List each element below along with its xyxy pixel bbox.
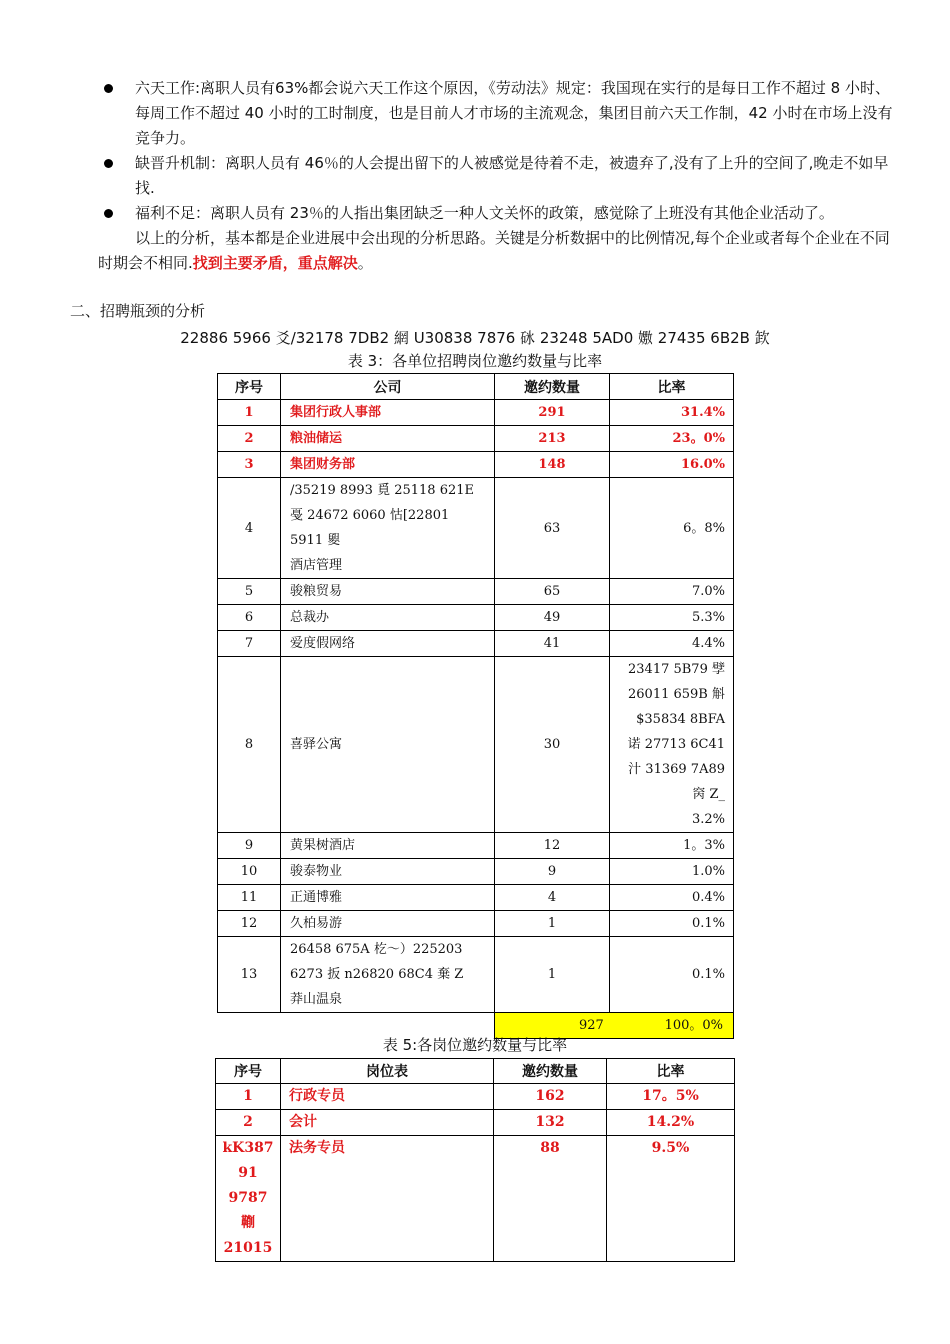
row-number: 10	[218, 859, 281, 885]
company-name	[281, 937, 495, 1013]
table5-header-row	[216, 1059, 735, 1084]
invite-count: 88	[494, 1136, 607, 1262]
summary-paragraph	[98, 226, 898, 276]
col-header-rate: 比率	[607, 1059, 735, 1084]
invite-rate-line: 3.2%	[691, 812, 725, 827]
row-number-line: 9787	[228, 1190, 268, 1206]
row-number: 3	[218, 452, 281, 478]
invite-count: 63	[495, 478, 610, 579]
col-header-rate: 比率	[610, 374, 734, 400]
invite-count: 132	[494, 1110, 607, 1136]
invite-rate: 0.1%	[610, 911, 734, 937]
company-name-line: 26458 675A 杚～）225203	[290, 942, 463, 957]
table-row	[218, 400, 734, 426]
invite-rate-line: $35834 8BFA	[636, 712, 725, 727]
bullet-list	[98, 76, 898, 276]
invite-rate: 1。3%	[610, 833, 734, 859]
invite-count: 291	[495, 400, 610, 426]
row-number: 1	[216, 1084, 281, 1110]
row-number-line: kK387	[222, 1140, 274, 1156]
table3-header-row	[218, 374, 734, 400]
invite-rate-line: 诺 27713 6C41	[627, 737, 725, 752]
summary-highlight: 找到主要矛盾，重点解决	[192, 254, 358, 272]
row-number: 11	[218, 885, 281, 911]
row-number	[216, 1136, 281, 1262]
company-name: 爱度假网络	[281, 631, 495, 657]
company-name	[281, 478, 495, 579]
table-row	[218, 833, 734, 859]
invite-rate: 31.4%	[610, 400, 734, 426]
company-name: 集团财务部	[281, 452, 495, 478]
invite-rate: 1.0%	[610, 859, 734, 885]
table5-caption: 表 5:各岗位邀约数量与比率	[382, 1036, 568, 1054]
table-row	[216, 1084, 735, 1110]
company-name: 粮油储运	[281, 426, 495, 452]
garbled-code-line: 22886 5966 爻/32178 7DB2 網 U30838 7876 砯 23248 5AD0 嫐 27435 6B2B 欫	[180, 329, 770, 347]
position-name: 会计	[281, 1110, 494, 1136]
invite-rate	[610, 657, 734, 833]
invite-count: 12	[495, 833, 610, 859]
company-name-line: /35219 8993 覓 25118 621E	[290, 483, 475, 498]
invite-rate: 0.4%	[610, 885, 734, 911]
table3	[217, 373, 734, 1039]
company-name: 喜驿公寓	[281, 657, 495, 833]
bullet-text: 缺晋升机制：离职人员有 46％的人会提出留下的人被感觉是待着不走，被遗弃了,没有了上升的空间了,晚走不如早找.	[135, 154, 889, 197]
table-row	[218, 605, 734, 631]
row-number-line: 21015	[223, 1240, 273, 1256]
company-name-line: 戞 24672 6060 怙[22801	[290, 508, 450, 523]
total-count: 927	[579, 1018, 604, 1033]
row-number: 4	[218, 478, 281, 579]
invite-count: 148	[495, 452, 610, 478]
invite-rate: 6。8%	[610, 478, 734, 579]
invite-count: 1	[495, 911, 610, 937]
invite-count: 1	[495, 937, 610, 1013]
invite-rate: 14.2%	[607, 1110, 735, 1136]
row-number: 6	[218, 605, 281, 631]
row-number: 2	[218, 426, 281, 452]
row-number: 13	[218, 937, 281, 1013]
invite-rate: 16.0%	[610, 452, 734, 478]
company-name: 骏粮贸易	[281, 579, 495, 605]
row-number-line: 91	[238, 1165, 258, 1181]
col-header-position: 岗位表	[281, 1059, 494, 1084]
table-row	[218, 937, 734, 1013]
col-header-no: 序号	[218, 374, 281, 400]
row-number: 12	[218, 911, 281, 937]
company-name: 骏泰物业	[281, 859, 495, 885]
row-number: 1	[218, 400, 281, 426]
company-name: 正通博雅	[281, 885, 495, 911]
bullet-item	[98, 151, 898, 201]
invite-rate: 7.0%	[610, 579, 734, 605]
col-header-company: 公司	[281, 374, 495, 400]
table-row	[218, 911, 734, 937]
summary-end: 。	[357, 254, 373, 272]
bullet-text: 福利不足：离职人员有 23％的人指出集团缺乏一种人文关怀的政策，感觉除了上班没有其他企业活动了。	[135, 204, 834, 222]
row-number: 8	[218, 657, 281, 833]
row-number: 2	[216, 1110, 281, 1136]
invite-rate-line: 23417 5B79 孹	[628, 662, 725, 677]
invite-rate: 17。5%	[607, 1084, 735, 1110]
invite-rate: 0.1%	[610, 937, 734, 1013]
company-name-line: 酒店管理	[290, 558, 343, 573]
col-header-no: 序号	[216, 1059, 281, 1084]
company-name-line: 6273 扳 n26820 68C4 棄 Z	[290, 967, 464, 982]
invite-count: 9	[495, 859, 610, 885]
row-number-line: 鞩	[241, 1215, 255, 1231]
position-name: 法务专员	[281, 1136, 494, 1262]
row-number: 7	[218, 631, 281, 657]
company-name-line: 5911 夓	[290, 533, 341, 548]
col-header-count: 邀约数量	[495, 374, 610, 400]
total-rate: 100。0%	[664, 1018, 723, 1033]
invite-count: 162	[494, 1084, 607, 1110]
invite-count: 49	[495, 605, 610, 631]
position-name: 行政专员	[281, 1084, 494, 1110]
table-row	[218, 859, 734, 885]
bullet-dot-icon	[104, 209, 113, 218]
invite-rate: 23。0%	[610, 426, 734, 452]
table-row	[216, 1110, 735, 1136]
invite-count: 30	[495, 657, 610, 833]
company-name: 久柏易游	[281, 911, 495, 937]
invite-count: 41	[495, 631, 610, 657]
section-title: 二、招聘瓶颈的分析	[70, 302, 206, 320]
bullet-item	[98, 76, 898, 151]
table-row	[218, 885, 734, 911]
table3-caption: 表 3：各单位招聘岗位邀约数量与比率	[347, 352, 603, 370]
company-name: 总裁办	[281, 605, 495, 631]
summary-text: 以上的分析，基本都是企业进展中会出现的分析思路。关键是分析数据中的比例情况,每个企业或者每个企业在不同时期会不相同.	[98, 229, 890, 272]
invite-rate: 4.4%	[610, 631, 734, 657]
company-name-line: 莽山温泉	[290, 992, 343, 1007]
table-row	[218, 452, 734, 478]
row-number: 5	[218, 579, 281, 605]
invite-rate: 9.5%	[607, 1136, 735, 1262]
company-name: 集团行政人事部	[281, 400, 495, 426]
table-row	[218, 579, 734, 605]
invite-rate: 5.3%	[610, 605, 734, 631]
table-row	[218, 478, 734, 579]
invite-rate-line: 26011 659B 斛	[628, 687, 725, 702]
bullet-text: 六天工作:离职人员有63%都会说六天工作这个原因，《劳动法》规定：我国现在实行的是每日工作不超过 8 小时、每周工作不超过 40 小时的工时制度，也是目前人才市场的主流观念，集团目前六天工作制，42 小时在市场上没有竞争力。	[135, 79, 893, 147]
table-row	[218, 426, 734, 452]
invite-count: 213	[495, 426, 610, 452]
company-name: 黄果树酒店	[281, 833, 495, 859]
invite-count: 4	[495, 885, 610, 911]
table-row	[218, 631, 734, 657]
bullet-item	[98, 201, 898, 226]
row-number: 9	[218, 833, 281, 859]
table5	[215, 1058, 735, 1262]
invite-rate-line: 窉 Z_	[692, 787, 725, 802]
invite-count: 65	[495, 579, 610, 605]
bullet-dot-icon	[104, 159, 113, 168]
bullet-dot-icon	[104, 84, 113, 93]
col-header-count: 邀约数量	[494, 1059, 607, 1084]
invite-rate-line: 汁 31369 7A89	[628, 762, 725, 777]
table-row	[216, 1136, 735, 1262]
table-row	[218, 657, 734, 833]
